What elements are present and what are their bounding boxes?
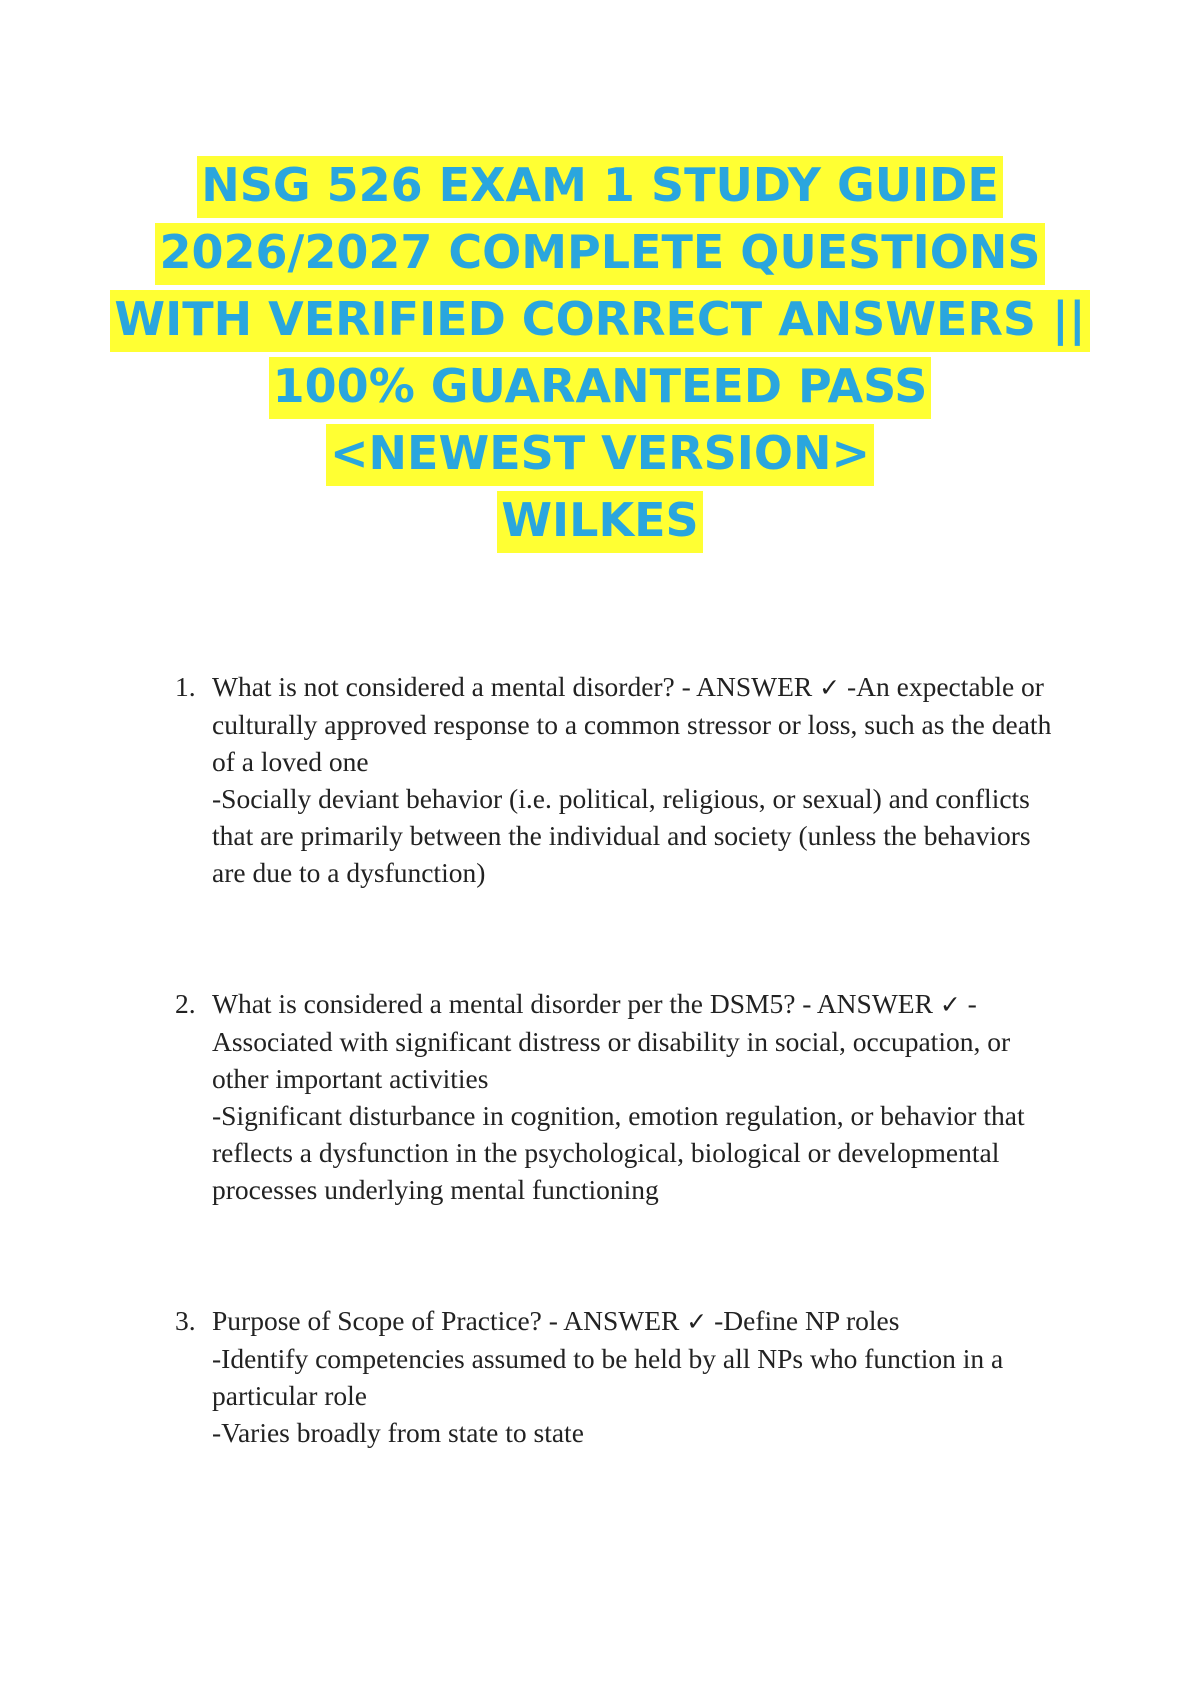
question-text: Purpose of Scope of Practice? - ANSWER — [212, 1305, 687, 1336]
question-list — [0, 668, 1200, 1545]
question-text: What is not considered a mental disorder? - ANSWER — [212, 671, 820, 702]
title-line: WITH VERIFIED CORRECT ANSWERS || — [0, 286, 1200, 353]
title-line: <NEWEST VERSION> — [0, 420, 1200, 487]
title-line: 2026/2027 COMPLETE QUESTIONS — [0, 219, 1200, 286]
document-title — [0, 152, 1200, 554]
title-line: NSG 526 EXAM 1 STUDY GUIDE — [0, 152, 1200, 219]
title-line: WILKES — [0, 487, 1200, 554]
question-text-line — [212, 985, 1060, 1097]
checkmark-icon: ✓ — [819, 673, 841, 702]
answer-text: -Define NP roles — [707, 1305, 900, 1336]
question-number: 1. — [175, 671, 196, 702]
question-item-2 — [0, 985, 1200, 1208]
answer-text: -An expectable or culturally approved response to a common stressor or loss, such as the death of a loved one — [212, 671, 1052, 777]
question-item-3 — [0, 1302, 1200, 1451]
answer-text: -Identify competencies assumed to be held by all NPs who function in a particular role — [212, 1343, 1004, 1411]
question-text: What is considered a mental disorder per the DSM5? - ANSWER — [212, 988, 940, 1019]
question-number: 2. — [175, 988, 196, 1019]
checkmark-icon: ✓ — [686, 1307, 708, 1336]
question-text-line — [212, 668, 1060, 780]
question-text-line — [212, 1302, 1060, 1340]
title-line: 100% GUARANTEED PASS — [0, 353, 1200, 420]
answer-text: -Associated with significant distress or disability in social, occupation, or other important activities — [212, 988, 1011, 1094]
question-number: 3. — [175, 1305, 196, 1336]
answer-text: -Significant disturbance in cognition, emotion regulation, or behavior that reflects a dysfunction in the psychological, biological or developmental processes underlying mental functioning — [212, 1100, 1025, 1205]
question-item-1 — [0, 668, 1200, 891]
checkmark-icon: ✓ — [939, 990, 961, 1019]
answer-text: -Varies broadly from state to state — [212, 1417, 584, 1448]
answer-text: -Socially deviant behavior (i.e. political, religious, or sexual) and conflicts that are primarily between the individual and society (unless the behaviors are due to a dysfunction) — [212, 783, 1031, 888]
